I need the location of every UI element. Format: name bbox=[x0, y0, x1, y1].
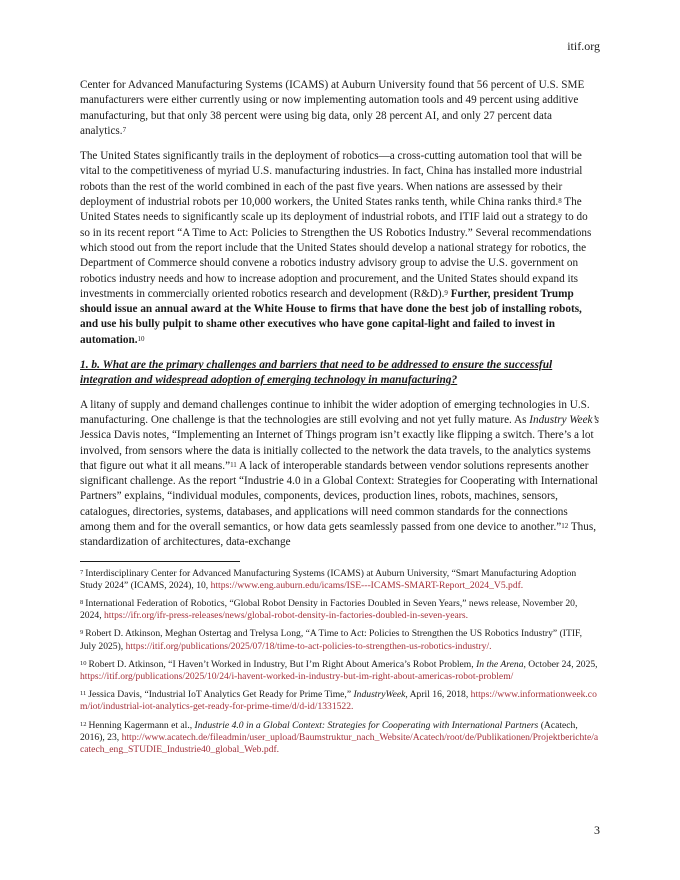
paragraph-icams bbox=[80, 78, 600, 139]
footnote-italic-title: Industrie 4.0 in a Global Context: Strategies for Cooperating with International Partners bbox=[194, 719, 539, 731]
footnote-11 bbox=[80, 689, 600, 713]
footnote-text: , October 24, 2025, bbox=[523, 658, 598, 670]
footnote-link[interactable]: http://www.acatech.de/fileadmin/user_upload/Baumstruktur_nach_Website/Acatech/root/de/Publikationen/Projektberichte/acatech_eng_STUDIE_Industrie40_global_Web.pdf. bbox=[80, 731, 599, 756]
footnote-ref[interactable]: 9 bbox=[444, 288, 448, 297]
paragraph-text: A lack of interoperable standards between vendor solutions represents another significant challenge. As the report “Industrie 4.0 in a Global Context: Strategies for Cooperating with International Partners” explains, “individual modules, components, devices, production lines, robots, machines, sensors, catalogues, directories, systems, databases, and applications will need common standards for the connections among them and for the overall semantics, or how data gets seamlessly passed from one device to another.” bbox=[80, 459, 598, 534]
footnote-12 bbox=[80, 720, 600, 757]
footnote-text: Robert D. Atkinson, Meghan Ostertag and Trelysa Long, “A Time to Act: Policies to Strengthen the US Robotics Industry” (ITIF, July 2025), bbox=[80, 628, 582, 652]
footnote-10 bbox=[80, 659, 600, 683]
footnote-text: (Acatech, 2016), 23, bbox=[80, 719, 578, 743]
italic-publication: Industry Week’s bbox=[529, 413, 600, 426]
page-number: 3 bbox=[594, 823, 600, 837]
footnote-text: Jessica Davis, “Industrial IoT Analytics Get Ready for Prime Time,” bbox=[88, 689, 354, 701]
section-question-heading: 1. b. What are the primary challenges and barriers that need to be addressed to ensure the successful integration and widespread adoption of emerging technology in manufacturing? bbox=[80, 359, 553, 387]
footnote-text: Robert D. Atkinson, “I Haven’t Worked in Industry, But I’m Right About America’s Robot Problem, bbox=[88, 658, 477, 670]
footnote-divider bbox=[80, 561, 240, 562]
footnote-link[interactable]: https://www.informationweek.com/iot/industrial-iot-analytics-get-ready-for-prime-time/d/d-id/1331522. bbox=[80, 689, 597, 713]
paragraph-text: Center for Advanced Manufacturing Systems (ICAMS) at Auburn University found that 56 percent of U.S. SME manufacturers were either currently using or now implementing automation tools and 49 percent using additive manufacturing, but that only 38 percent were using big data, only 28 percent AI, and only 27 percent data analytics. bbox=[80, 79, 585, 137]
footnote-9 bbox=[80, 628, 600, 652]
document-body bbox=[80, 78, 600, 762]
footnote-number: 12 bbox=[80, 720, 87, 728]
footnote-number: 8 bbox=[80, 599, 84, 607]
footnote-number: 7 bbox=[80, 568, 84, 576]
paragraph-challenges bbox=[80, 398, 600, 551]
footnote-number: 11 bbox=[80, 690, 87, 698]
footnote-link[interactable]: https://www.eng.auburn.edu/icams/ISE---ICAMS-SMART-Report_2024_V5.pdf. bbox=[210, 579, 524, 591]
header-site-label: itif.org bbox=[567, 39, 600, 53]
paragraph-robotics bbox=[80, 149, 600, 348]
footnote-number: 9 bbox=[80, 629, 84, 637]
paragraph-text: A litany of supply and demand challenges continue to inhibit the wider adoption of emerging technologies in U.S. manufacturing. One challenge is that the technologies are still evolving and not yet fully mature. As bbox=[80, 398, 590, 426]
footnote-ref[interactable]: 10 bbox=[137, 334, 145, 343]
footnote-text: International Federation of Robotics, “Global Robot Density in Factories Doubled in Seven Years,” news release, November 20, 2024, bbox=[80, 598, 578, 622]
footnote-ref[interactable]: 11 bbox=[230, 460, 237, 469]
footnote-number: 10 bbox=[80, 659, 87, 667]
footnote-7 bbox=[80, 568, 600, 592]
footnote-link[interactable]: https://ifr.org/ifr-press-releases/news/global-robot-density-in-factories-doubled-in-seven-years. bbox=[103, 610, 469, 622]
footnote-italic-title: IndustryWeek bbox=[353, 689, 406, 701]
footnote-text: Interdisciplinary Center for Advanced Manufacturing Systems (ICAMS) at Auburn University, “Smart Manufacturing Adoption Study 2024” (ICAMS, 2024), 10, bbox=[80, 567, 577, 591]
paragraph-text: The United States needs to significantly scale up its deployment of industrial robots, and ITIF laid out a strategy to do so in its recent report “A Time to Act: Policies to Strengthen the US Robotics Industry.” Several recommendations which stood out from the report include that the United States should develop a national strategy for robotics, the Department of Commerce should convene a robotics industry advisory group to advise the U.S. government on robotics industry needs and how to increase adoption and procurement, and the United States should expand its investments in commercially oriented robotics research and development (R&D). bbox=[80, 196, 592, 300]
footnote-link[interactable]: https://itif.org/publications/2025/07/18/time-to-act-policies-to-strengthen-us-robotics-industry/. bbox=[125, 640, 492, 652]
footnote-ref[interactable]: 12 bbox=[561, 522, 569, 531]
footnote-text: Henning Kagermann et al., bbox=[88, 719, 195, 731]
footnote-italic-title: In the Arena bbox=[476, 658, 524, 670]
footnote-ref[interactable]: 8 bbox=[558, 197, 562, 206]
bold-recommendation: Further, president Trump should issue an annual award at the White House to firms that have done the best job of installing robots, and use his bully pulpit to shame other executives who have gone capital-light and failed to invest in automation. bbox=[80, 287, 582, 346]
paragraph-text: Thus, standardization of architectures, data-exchange bbox=[80, 521, 597, 549]
footnote-8 bbox=[80, 598, 600, 622]
footnote-ref[interactable]: 7 bbox=[122, 125, 127, 134]
paragraph-text: Jessica Davis notes, “Implementing an Internet of Things program isn’t exactly like flipping a switch. There’s a lot involved, from sensors where the data is initially collected to the network the data travels, to the analytics systems that figure out what it all means.” bbox=[80, 429, 594, 472]
footnote-text: , April 16, 2018, bbox=[405, 689, 471, 701]
footnote-link[interactable]: https://itif.org/publications/2025/10/24/i-havent-worked-in-industry-but-im-right-about-americas-robot-problem/ bbox=[80, 671, 514, 683]
paragraph-text: The United States significantly trails in the deployment of robotics—a cross-cutting automation tool that will be vital to the competitiveness of myriad U.S. manufacturing industries. In fact, China has installed more industrial robots than the rest of the world combined in each of the past five years. When nations are assessed by their deployment of industrial robots per 10,000 workers, the United States ranks tenth, while China ranks third. bbox=[80, 150, 583, 209]
